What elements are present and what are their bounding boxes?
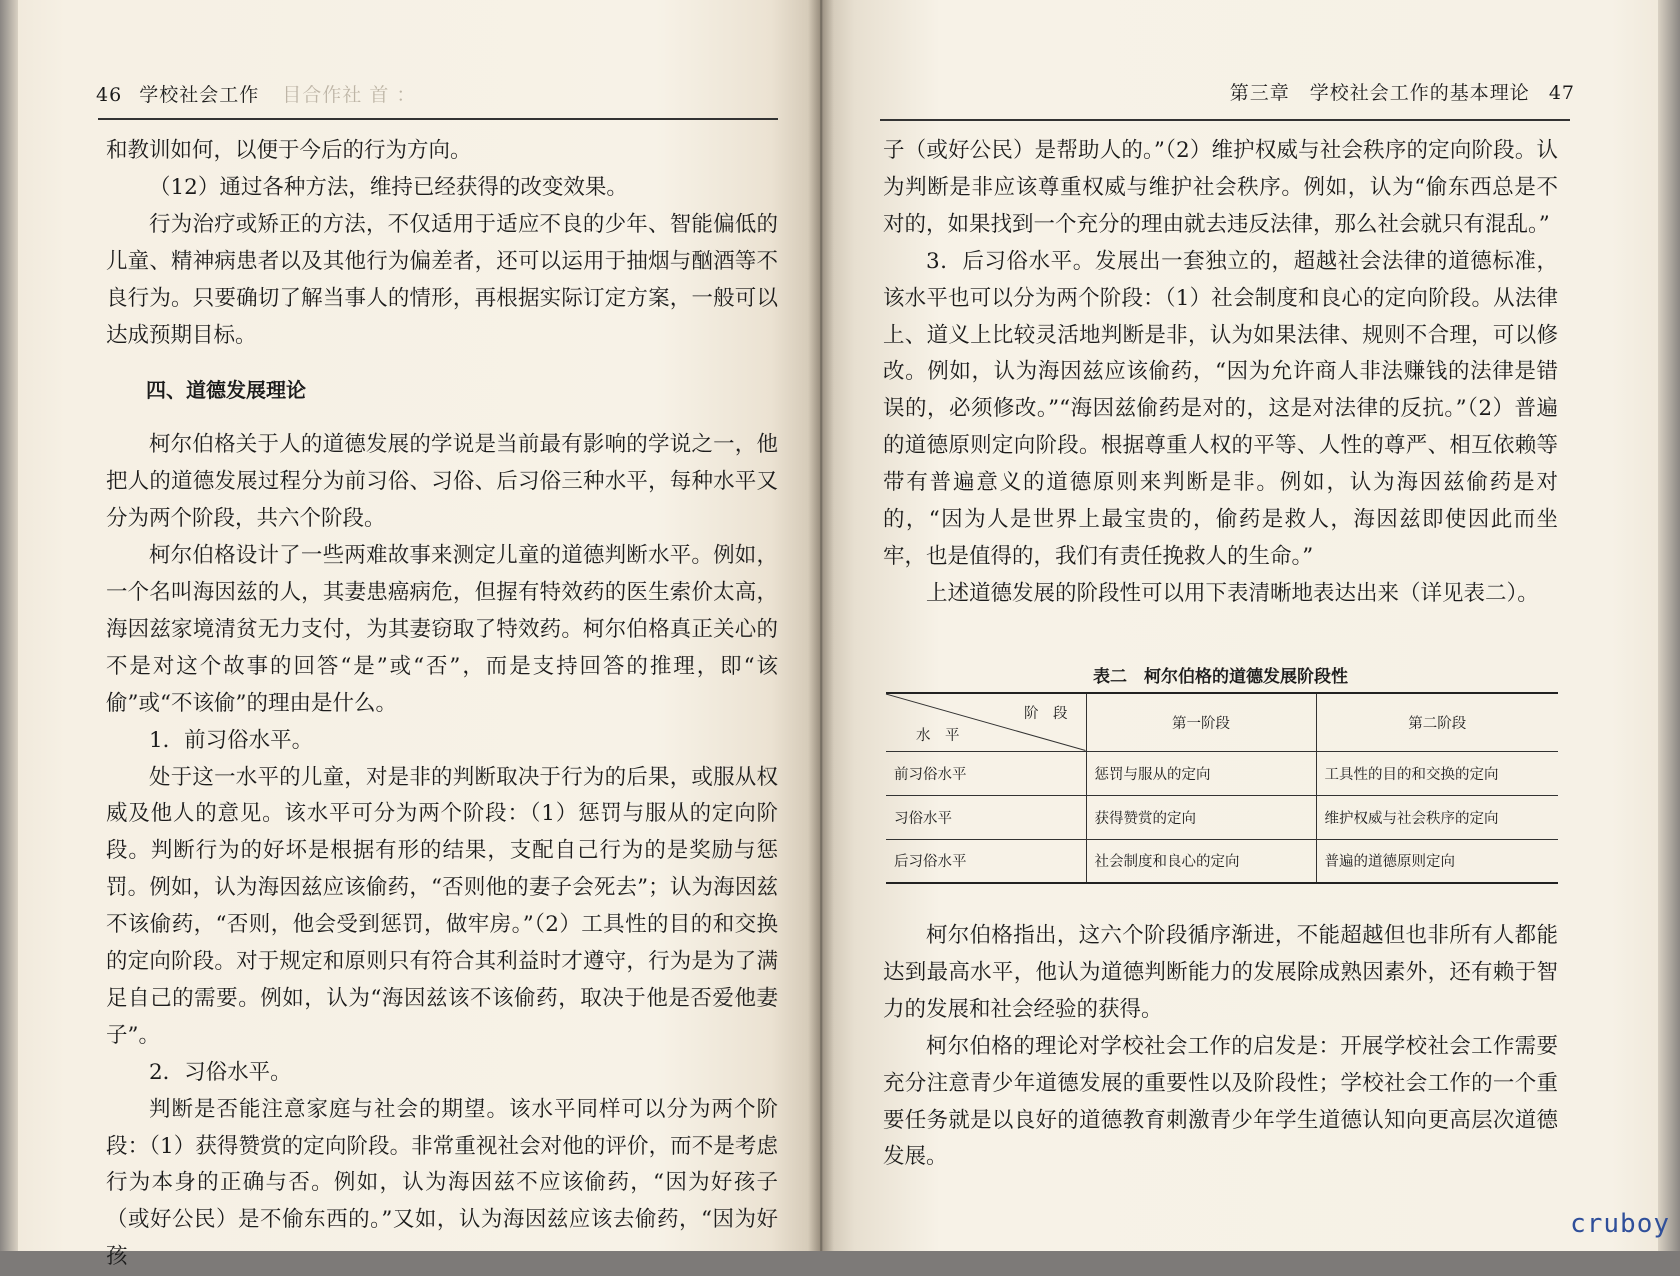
stage-table: [886, 692, 1558, 884]
chapter-title: 第三章 学校社会工作的基本理论: [1229, 82, 1530, 104]
bleed-through-text: 目合作社 首 ：: [282, 84, 417, 106]
paragraph: 子（或好公民）是帮助人的。”（2）维护权威与社会秩序的定向阶段。认为判断是非应该尊重权威与维护社会秩序。例如，认为“偷东西总是不对的，如果找到一个充分的理由就去违反法律，那么社会就只有混乱。”: [883, 138, 1558, 237]
page-edge: [0, 0, 18, 1251]
page-number: 47: [1548, 82, 1575, 104]
paragraph: 处于这一水平的儿童，对是非的判断取决于行为的后果，或服从权威及他人的意见。该水平可分为两个阶段：（1）惩罚与服从的定向阶段。判断行为的好坏是根据有形的结果，支配自己行为的是奖励与惩罚。例如，认为海因兹应该偷药，“否则他的妻子会死去”；认为海因兹不该偷药，“否则，他会受到惩罚，做牢房。”（2）工具性的目的和交换的定向阶段。对于规定和原则只有符合其利益时才遵守，行为是为了满足自己的需要。例如，认为“海因兹该不该偷药，取决于他是否爱他妻子”。: [106, 764, 778, 1048]
header-rule: [98, 118, 778, 120]
table-header-row: [886, 693, 1558, 751]
paragraph: 柯尔伯格指出，这六个阶段循序渐进，不能超越但也非所有人都能达到最高水平，他认为道德判断能力的发展除成熟因素外，还有赖于智力的发展和社会经验的获得。: [883, 923, 1558, 1022]
page-number: 46: [96, 84, 123, 106]
table-row: [886, 839, 1558, 883]
paragraph: 柯尔伯格设计了一些两难故事来测定儿童的道德判断水平。例如，一个名叫海因兹的人，其妻患癌病危，但握有特效药的医生索价太高，海因兹家境清贫无力支付，为其妻窃取了特效药。柯尔伯格真正关心的不是对这个故事的回答“是”或“否”，而是支持回答的推理，即“该偷”或“不该偷”的理由是什么。: [106, 543, 778, 716]
table-cell: 社会制度和良心的定向: [1086, 839, 1316, 883]
corner-label-stage: 阶 段: [1024, 706, 1068, 722]
table-cell: 惩罚与服从的定向: [1086, 751, 1316, 795]
corner-label-level: 水 平: [916, 727, 960, 744]
table-caption: 表二 柯尔伯格的道德发展阶段性: [1093, 667, 1348, 687]
subheading: 2．习俗水平。: [149, 1059, 292, 1085]
column-header: 第二阶段: [1316, 693, 1558, 751]
paragraph: 柯尔伯格的理论对学校社会工作的启发是：开展学校社会工作需要充分注意青少年道德发展的重要性以及阶段性；学校社会工作的一个重要任务就是以良好的道德教育刺激青少年学生道德认知向更高层次道德发展。: [883, 1033, 1558, 1170]
row-level: 习俗水平: [886, 795, 1086, 839]
paragraph: （12）通过各种方法，维持已经获得的改变效果。: [149, 174, 628, 200]
right-body-text-bottom: [883, 918, 1558, 1176]
book-gutter: [808, 0, 834, 1251]
table-corner-cell: [886, 693, 1086, 751]
paragraph: 上述道德发展的阶段性可以用下表清晰地表达出来（详见表二）。: [926, 580, 1539, 606]
page-edge: [1658, 0, 1680, 1251]
table-cell: 维护权威与社会秩序的定向: [1316, 795, 1558, 839]
paragraph: 柯尔伯格关于人的道德发展的学说是当前最有影响的学说之一，他把人的道德发展过程分为前习俗、习俗、后习俗三种水平，每种水平又分为两个阶段，共六个阶段。: [106, 432, 778, 532]
paragraph: 3．后习俗水平。发展出一套独立的，超越社会法律的道德标准，该水平也可以分为两个阶段：（1）社会制度和良心的定向阶段。从法律上、道义上比较灵活地判断是非，认为如果法律、规则不合理，可以修改。例如，认为海因兹应该偷药，“因为允许商人非法赚钱的法律是错误的，必须修改。”“海因兹偷药是对的，这是对法律的反抗。”（2）普遍的道德原则定向阶段。根据尊重人权的平等、人性的尊严、相互依赖等带有普遍意义的道德原则来判断是非。例如，认为海因兹偷药是对的，“因为人是世界上最宝贵的，偷药是救人，海因兹即使因此而坐牢，也是值得的，我们有责任挽救人的生命。”: [883, 248, 1558, 569]
right-body-text-top: [883, 133, 1558, 613]
subheading: 1．前习俗水平。: [149, 727, 314, 753]
header-rule: [880, 119, 1570, 121]
paragraph: 和教训如何，以便于今后的行为方向。: [106, 138, 472, 163]
section-heading: 四、道德发展理论: [146, 378, 306, 403]
table-cell: 获得赞赏的定向: [1086, 795, 1316, 839]
paragraph: 判断是否能注意家庭与社会的期望。该水平同样可以分为两个阶段：（1）获得赞赏的定向阶段。非常重视社会对他的评价，而不是考虑行为本身的正确与否。例如，认为海因兹不应该偷药，“因为好孩子（或好公民）是不偷东西的。”又如，认为海因兹应该去偷药，“因为好孩: [106, 1096, 778, 1270]
table-cell: 普遍的道德原则定向: [1316, 839, 1558, 883]
column-header: 第一阶段: [1086, 693, 1316, 751]
left-body-text: [106, 133, 778, 1276]
left-page: [0, 0, 820, 1270]
left-running-header: [96, 80, 416, 107]
book-title: 学校社会工作: [139, 84, 260, 106]
watermark: cruboy: [1570, 1209, 1670, 1239]
table-row: [886, 751, 1558, 795]
right-running-header: [1230, 78, 1575, 105]
table-cell: 工具性的目的和交换的定向: [1316, 751, 1558, 795]
row-level: 前习俗水平: [886, 751, 1086, 795]
row-level: 后习俗水平: [886, 839, 1086, 883]
paragraph: 行为治疗或矫正的方法，不仅适用于适应不良的少年、智能偏低的儿童、精神病患者以及其他行为偏差者，还可以运用于抽烟与酗酒等不良行为。只要确切了解当事人的情形，再根据实际订定方案，一般可以达成预期目标。: [106, 211, 778, 348]
table-row: [886, 795, 1558, 839]
